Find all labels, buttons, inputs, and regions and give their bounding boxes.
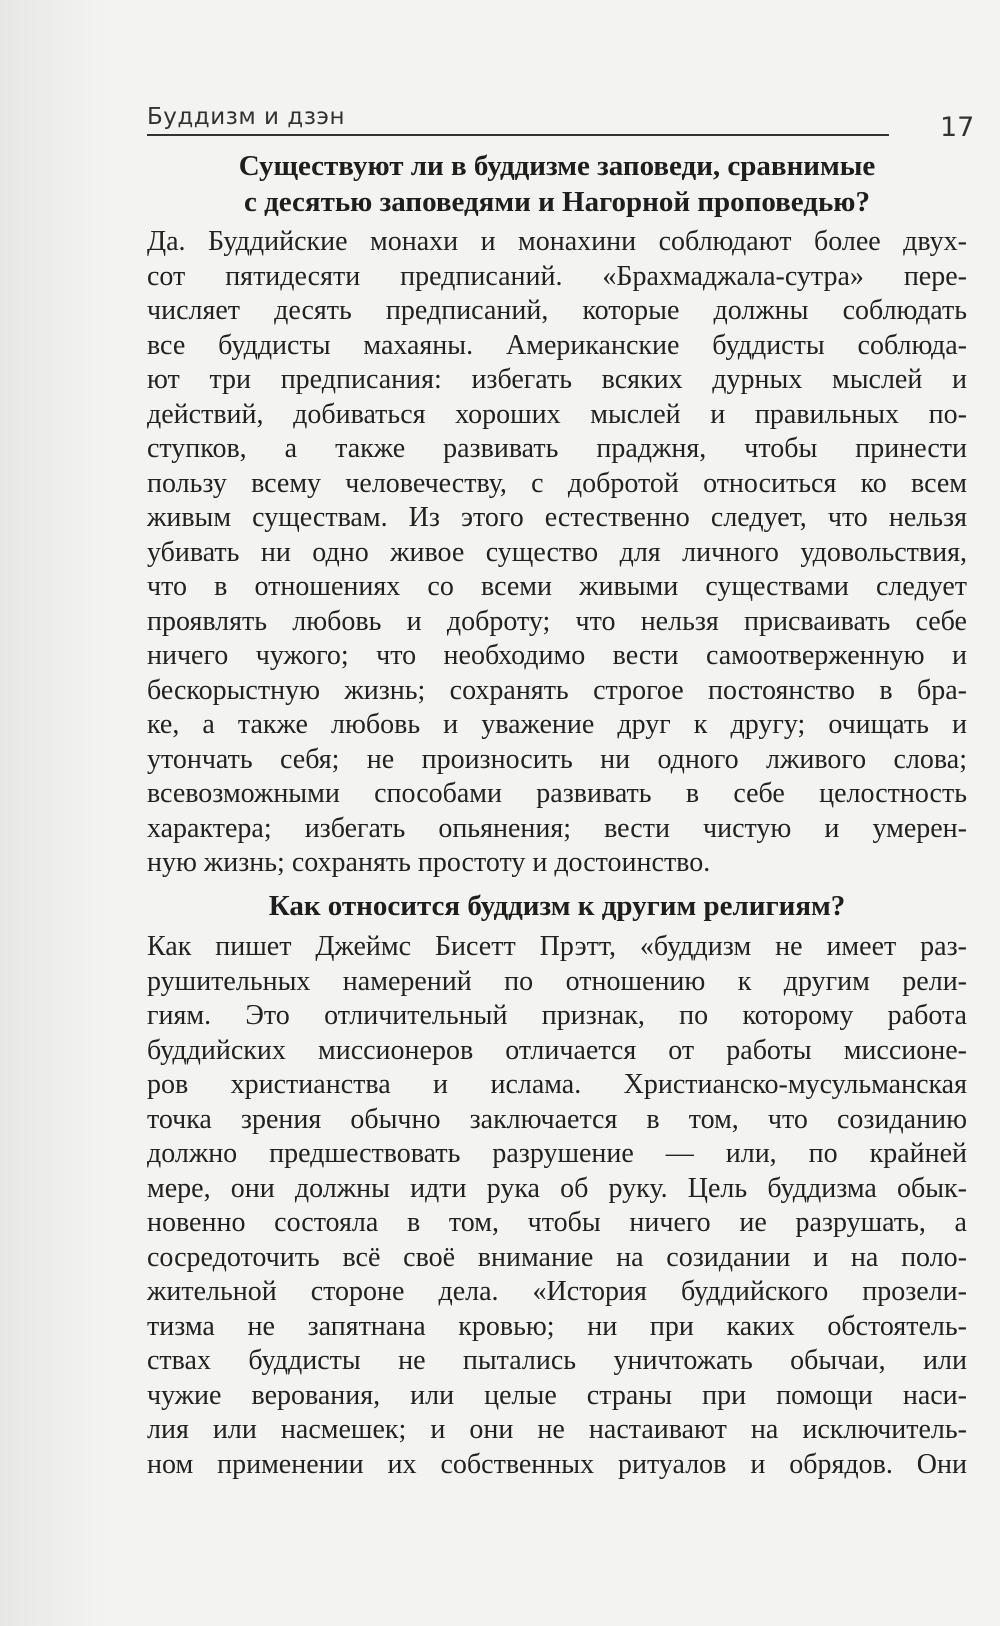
text-line: ют три предписания: избегать всяких дурных мыслей и	[147, 364, 967, 395]
text-line: пользу всему человечеству, с добротой относиться ко всем	[147, 467, 967, 499]
running-head: Буддизм и дзэн	[147, 104, 346, 130]
text-line: должно предшествовать разрушение — или, по крайней	[147, 1138, 967, 1169]
heading-line: с десятью заповедями и Нагорной проповедью?	[244, 186, 870, 218]
text-line: чужие верования, или целые страны при помощи наси-	[147, 1379, 967, 1411]
text-line: ступков, а также развивать праджня, чтобы принести	[147, 433, 967, 464]
text-line: числяет десять предписаний, которые должны соблюдать	[147, 295, 967, 326]
text-line: ную жизнь; сохранять простоту и достоинство.	[147, 847, 711, 878]
text-line: что в отношениях со всеми живыми существами следует	[147, 571, 967, 602]
text-line: ров христианства и ислама. Христианско-мусульманская	[147, 1069, 967, 1100]
text-line: характера; избегать опьянения; вести чистую и умерен-	[147, 812, 967, 844]
heading-line: Как относится буддизм к другим религиям?	[268, 890, 846, 922]
text-line: всевозможными способами развивать в себе целостность	[147, 778, 967, 809]
text-line: ствах буддисты не пытались уничтожать обычаи, или	[147, 1345, 967, 1376]
section-heading-commandments	[147, 148, 967, 220]
paragraph-commandments	[147, 225, 967, 881]
text-line: действий, добиваться хороших мыслей и правильных по-	[147, 398, 967, 430]
text-line: ничего чужого; что необходимо вести самоотверженную и	[147, 640, 967, 671]
text-line: гиям. Это отличительный признак, по которому работа	[147, 1000, 967, 1031]
text-line: рушительных намерений по отношению к другим рели-	[147, 965, 967, 997]
text-line: точка зрения обычно заключается в том, что созиданию	[147, 1103, 967, 1135]
text-line: убивать ни одно живое существо для личного удовольствия,	[147, 536, 967, 568]
text-line: утончать себя; не произносить ни одного лживого слова;	[147, 743, 967, 775]
text-line: Как пишет Джеймс Бисетт Прэтт, «буддизм не имеет раз-	[147, 931, 967, 962]
text-line: буддийских миссионеров отличается от работы миссионе-	[147, 1034, 967, 1066]
text-line: проявлять любовь и доброту; что нельзя присваивать себе	[147, 605, 967, 637]
text-line: новенно состояла в том, чтобы ничего ие разрушать, а	[147, 1207, 967, 1238]
text-line: бескорыстную жизнь; сохранять строгое постоянство в бра-	[147, 674, 967, 706]
text-line: живым существам. Из этого естественно следует, что нельзя	[147, 502, 967, 533]
text-line: Да. Буддийские монахи и монахини соблюдают более двух-	[147, 226, 967, 257]
paragraph-other-religions	[147, 930, 967, 1482]
text-line: жительной стороне дела. «История буддийского прозели-	[147, 1276, 967, 1307]
text-line: мере, они должны идти рука об руку. Цель буддизма обык-	[147, 1172, 967, 1204]
heading-line: Существуют ли в буддизме заповеди, сравнимые	[238, 150, 876, 182]
text-line: тизма не запятнана кровью; ни при каких обстоятель-	[147, 1310, 967, 1342]
text-line: ном применении их собственных ритуалов и обрядов. Они	[147, 1448, 967, 1480]
section-heading-other-religions	[147, 888, 967, 924]
text-line: все буддисты махаяны. Американские буддисты соблюда-	[147, 329, 967, 361]
text-line: ке, а также любовь и уважение друг к другу; очищать и	[147, 709, 967, 740]
page-number: 17	[940, 112, 975, 143]
text-line: сот пятидесяти предписаний. «Брахмаджала-сутра» пере-	[147, 260, 967, 292]
text-line: сосредоточить всё своё внимание на созидании и на поло-	[147, 1241, 967, 1273]
text-line: лия или насмешек; и они не настаивают на исключитель-	[147, 1414, 967, 1445]
header-rule	[147, 134, 889, 136]
